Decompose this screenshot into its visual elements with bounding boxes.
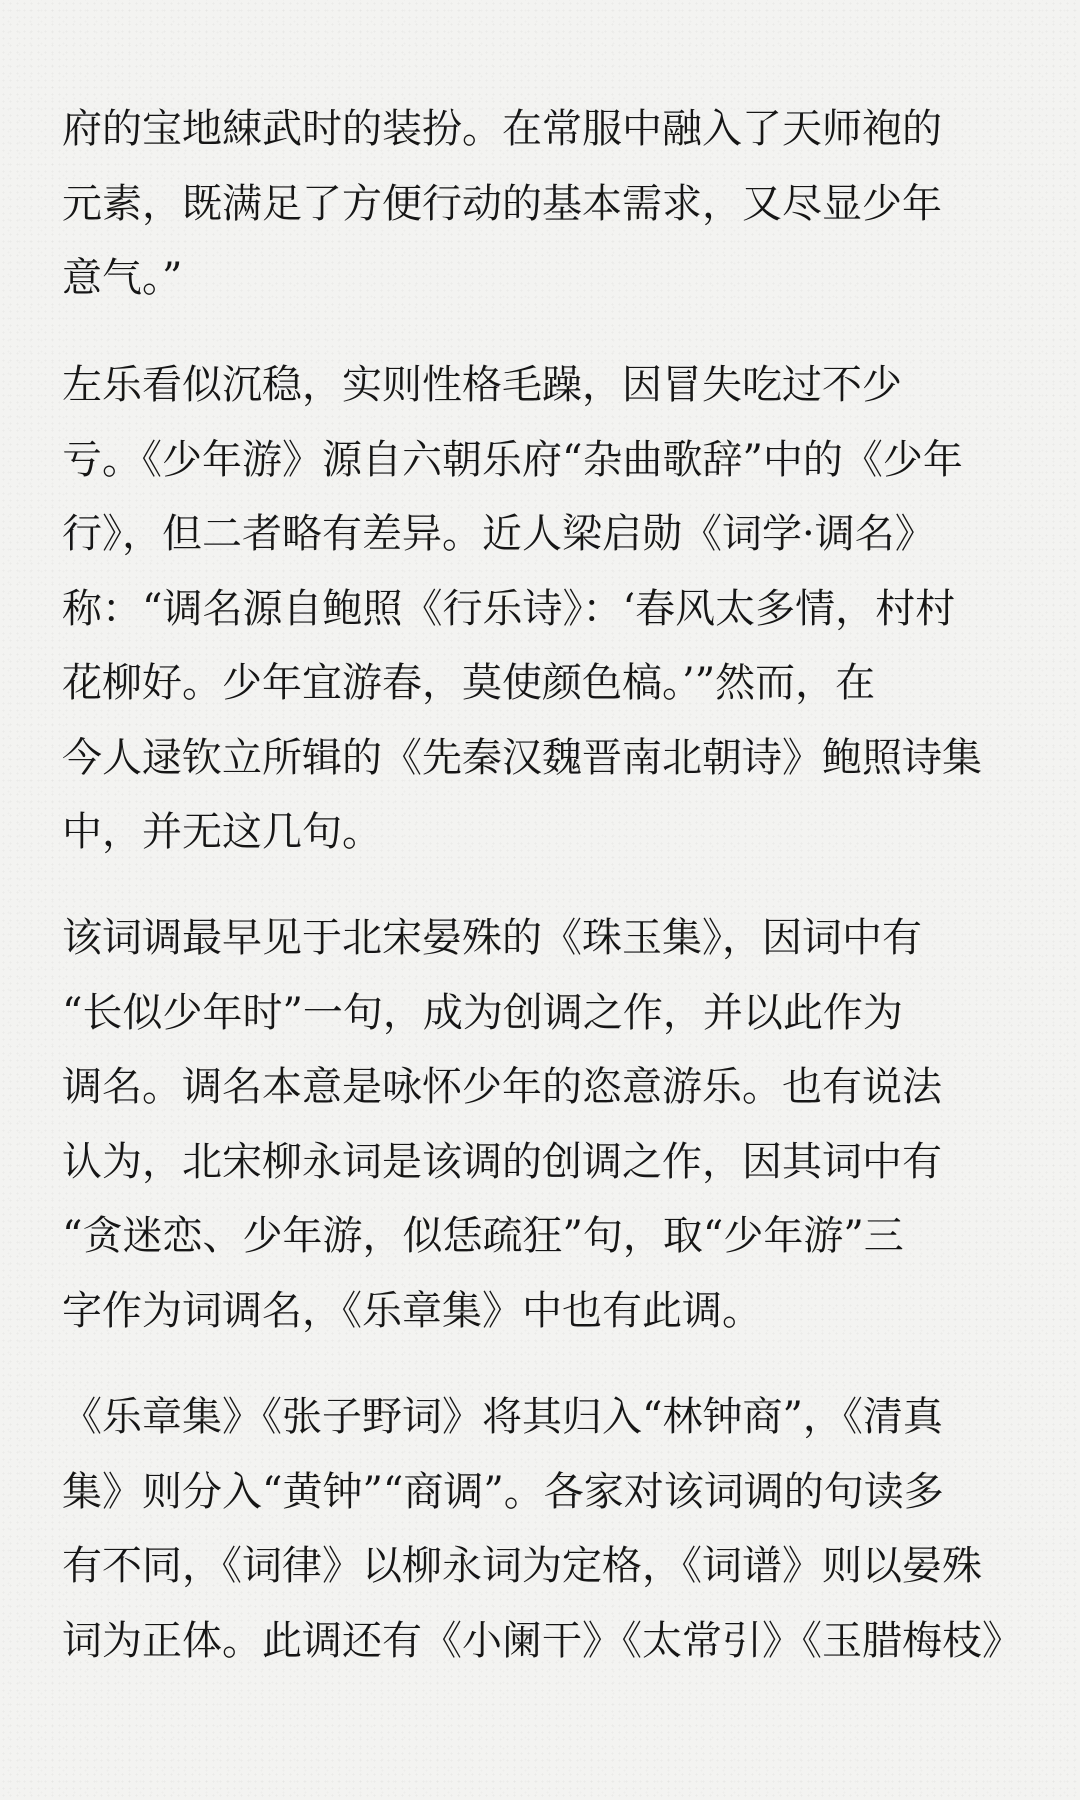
text-line: 《乐章集》《张子野词》将其归入“林钟商”，《清真 bbox=[62, 1394, 943, 1440]
text-line: 亏。《少年游》源自六朝乐府“杂曲歌辞”中的《少年 bbox=[62, 436, 963, 483]
text-line: 行》，但二者略有差异。近人梁启勋《词学·调名》 bbox=[62, 511, 935, 557]
text-line: 认为，北宋柳永词是该调的创调之作，因其词中有 bbox=[62, 1138, 942, 1185]
paragraph-2 bbox=[62, 348, 1022, 870]
text-line: 词为正体。此调还有《小阑干》《太常引》《玉腊梅枝》 bbox=[62, 1617, 1022, 1664]
text-line: 花柳好。少年宜游春，莫使颜色槁。’”然而，在 bbox=[62, 660, 876, 706]
text-line: “贪迷恋、少年游，似恁疏狂”句，取“少年游”三 bbox=[62, 1213, 904, 1259]
text-line: 意气。” bbox=[62, 255, 183, 301]
text-line: 有不同，《词律》以柳永词为定格，《词谱》则以晏殊 bbox=[62, 1543, 982, 1589]
text-line: “长似少年时”一句，成为创调之作，并以此作为 bbox=[62, 989, 903, 1036]
text-line: 左乐看似沉稳，实则性格毛躁，因冒失吃过不少 bbox=[62, 362, 902, 408]
text-line: 今人逯钦立所辑的《先秦汉魏晋南北朝诗》鲍照诗集 bbox=[62, 734, 982, 781]
text-line: 调名。调名本意是咏怀少年的恣意游乐。也有说法 bbox=[62, 1064, 942, 1110]
text-line: 集》则分入“黄钟”“商调”。各家对该词调的句读多 bbox=[62, 1468, 944, 1515]
text-line: 元素，既满足了方便行动的基本需求，又尽显少年 bbox=[62, 180, 942, 227]
text-line: 该词调最早见于北宋晏殊的《珠玉集》，因词中有 bbox=[62, 915, 922, 961]
text-line: 称：“调名源自鲍照《行乐诗》：‘春风太多情，村村 bbox=[62, 585, 956, 632]
text-line: 字作为词调名，《乐章集》中也有此调。 bbox=[62, 1287, 762, 1334]
paragraph-1 bbox=[62, 92, 1022, 316]
paragraph-3 bbox=[62, 901, 1022, 1348]
paragraph-4 bbox=[62, 1380, 1022, 1678]
text-line: 中，并无这几句。 bbox=[62, 809, 382, 855]
text-line: 府的宝地綀武时的装扮。在常服中融入了天师袍的 bbox=[62, 106, 942, 152]
